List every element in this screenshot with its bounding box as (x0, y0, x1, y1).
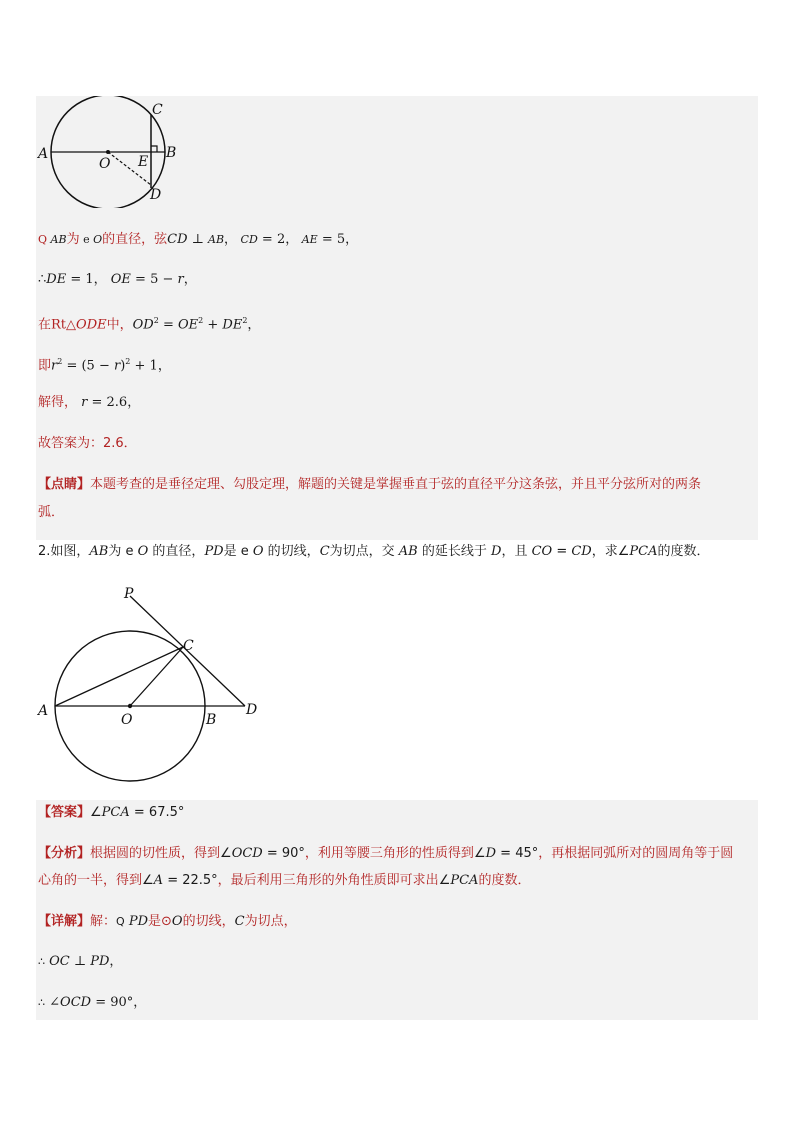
detail-step-1: ∴ OC ⊥ PD， (38, 954, 123, 969)
fig2-label-p: P (124, 586, 134, 602)
remark-line-1: 【点睛】本题考查的是垂径定理、勾股定理，解题的关键是掌握垂直于弦的直径平分这条弦，并且平分弦所对的两条 (38, 477, 702, 492)
figure-2-tangent (36, 580, 276, 790)
fig2-label-b: B (206, 712, 217, 728)
solution-line-4: 即$r^2 = (5 - r)^2 + 1$， (38, 357, 171, 374)
solution-line-3: 在Rt△ODE中，$OD^2 = OE^2 + DE^2$， (38, 316, 261, 333)
fig2-segment-oc (130, 647, 183, 706)
analysis-line-2: 心角的一半，得到∠A = 22.5°，最后利用三角形的外角性质即可求出∠PCA的度数． (38, 873, 531, 888)
detail-line: 【详解】解：Q PD是⊙O的切线，C为切点， (38, 914, 297, 929)
fig1-label-a: A (38, 146, 49, 162)
solution-line-6: 故答案为：2.6． (38, 436, 137, 451)
solution-line-5: 解得， r = 2.6， (38, 395, 141, 410)
fig2-label-o: O (121, 712, 133, 728)
analysis-line-1: 【分析】根据圆的切性质，得到∠OCD = 90°，利用等腰三角形的性质得到∠D = 45°，再根据同弧所对的圆周角等于圆 (38, 846, 734, 861)
detail-step-2: ∴ ∠OCD = 90°， (38, 995, 147, 1010)
fig1-right-angle-mark (151, 146, 157, 152)
question-2-text: 2.如图，AB为 e O 的直径，PD是 e O 的切线，C为切点，交 AB 的延长线于 D，且 CO = CD，求∠PCA的度数． (38, 544, 710, 559)
fig1-label-o: O (99, 156, 111, 172)
solution-line-1: Q AB为 e O的直径，弦CD ⊥ AB， CD = 2， AE = 5， (38, 232, 359, 247)
fig2-label-a: A (38, 703, 49, 719)
fig1-label-d: D (150, 187, 162, 203)
fig1-label-e: E (138, 154, 149, 170)
fig1-center-dot (106, 150, 110, 154)
fig2-center-dot (128, 704, 132, 708)
fig1-label-c: C (152, 102, 163, 118)
fig1-label-b: B (166, 145, 177, 161)
solution-panel-2 (36, 800, 758, 1020)
remark-line-2: 弧． (38, 505, 65, 520)
fig2-label-d: D (246, 702, 258, 718)
solution-line-2: ∴DE = 1， OE = 5 − r， (38, 272, 197, 287)
figure-1-circle-chord (36, 96, 186, 208)
answer-line: 【答案】∠PCA = 67.5° (38, 805, 185, 820)
fig2-label-c: C (183, 638, 194, 654)
